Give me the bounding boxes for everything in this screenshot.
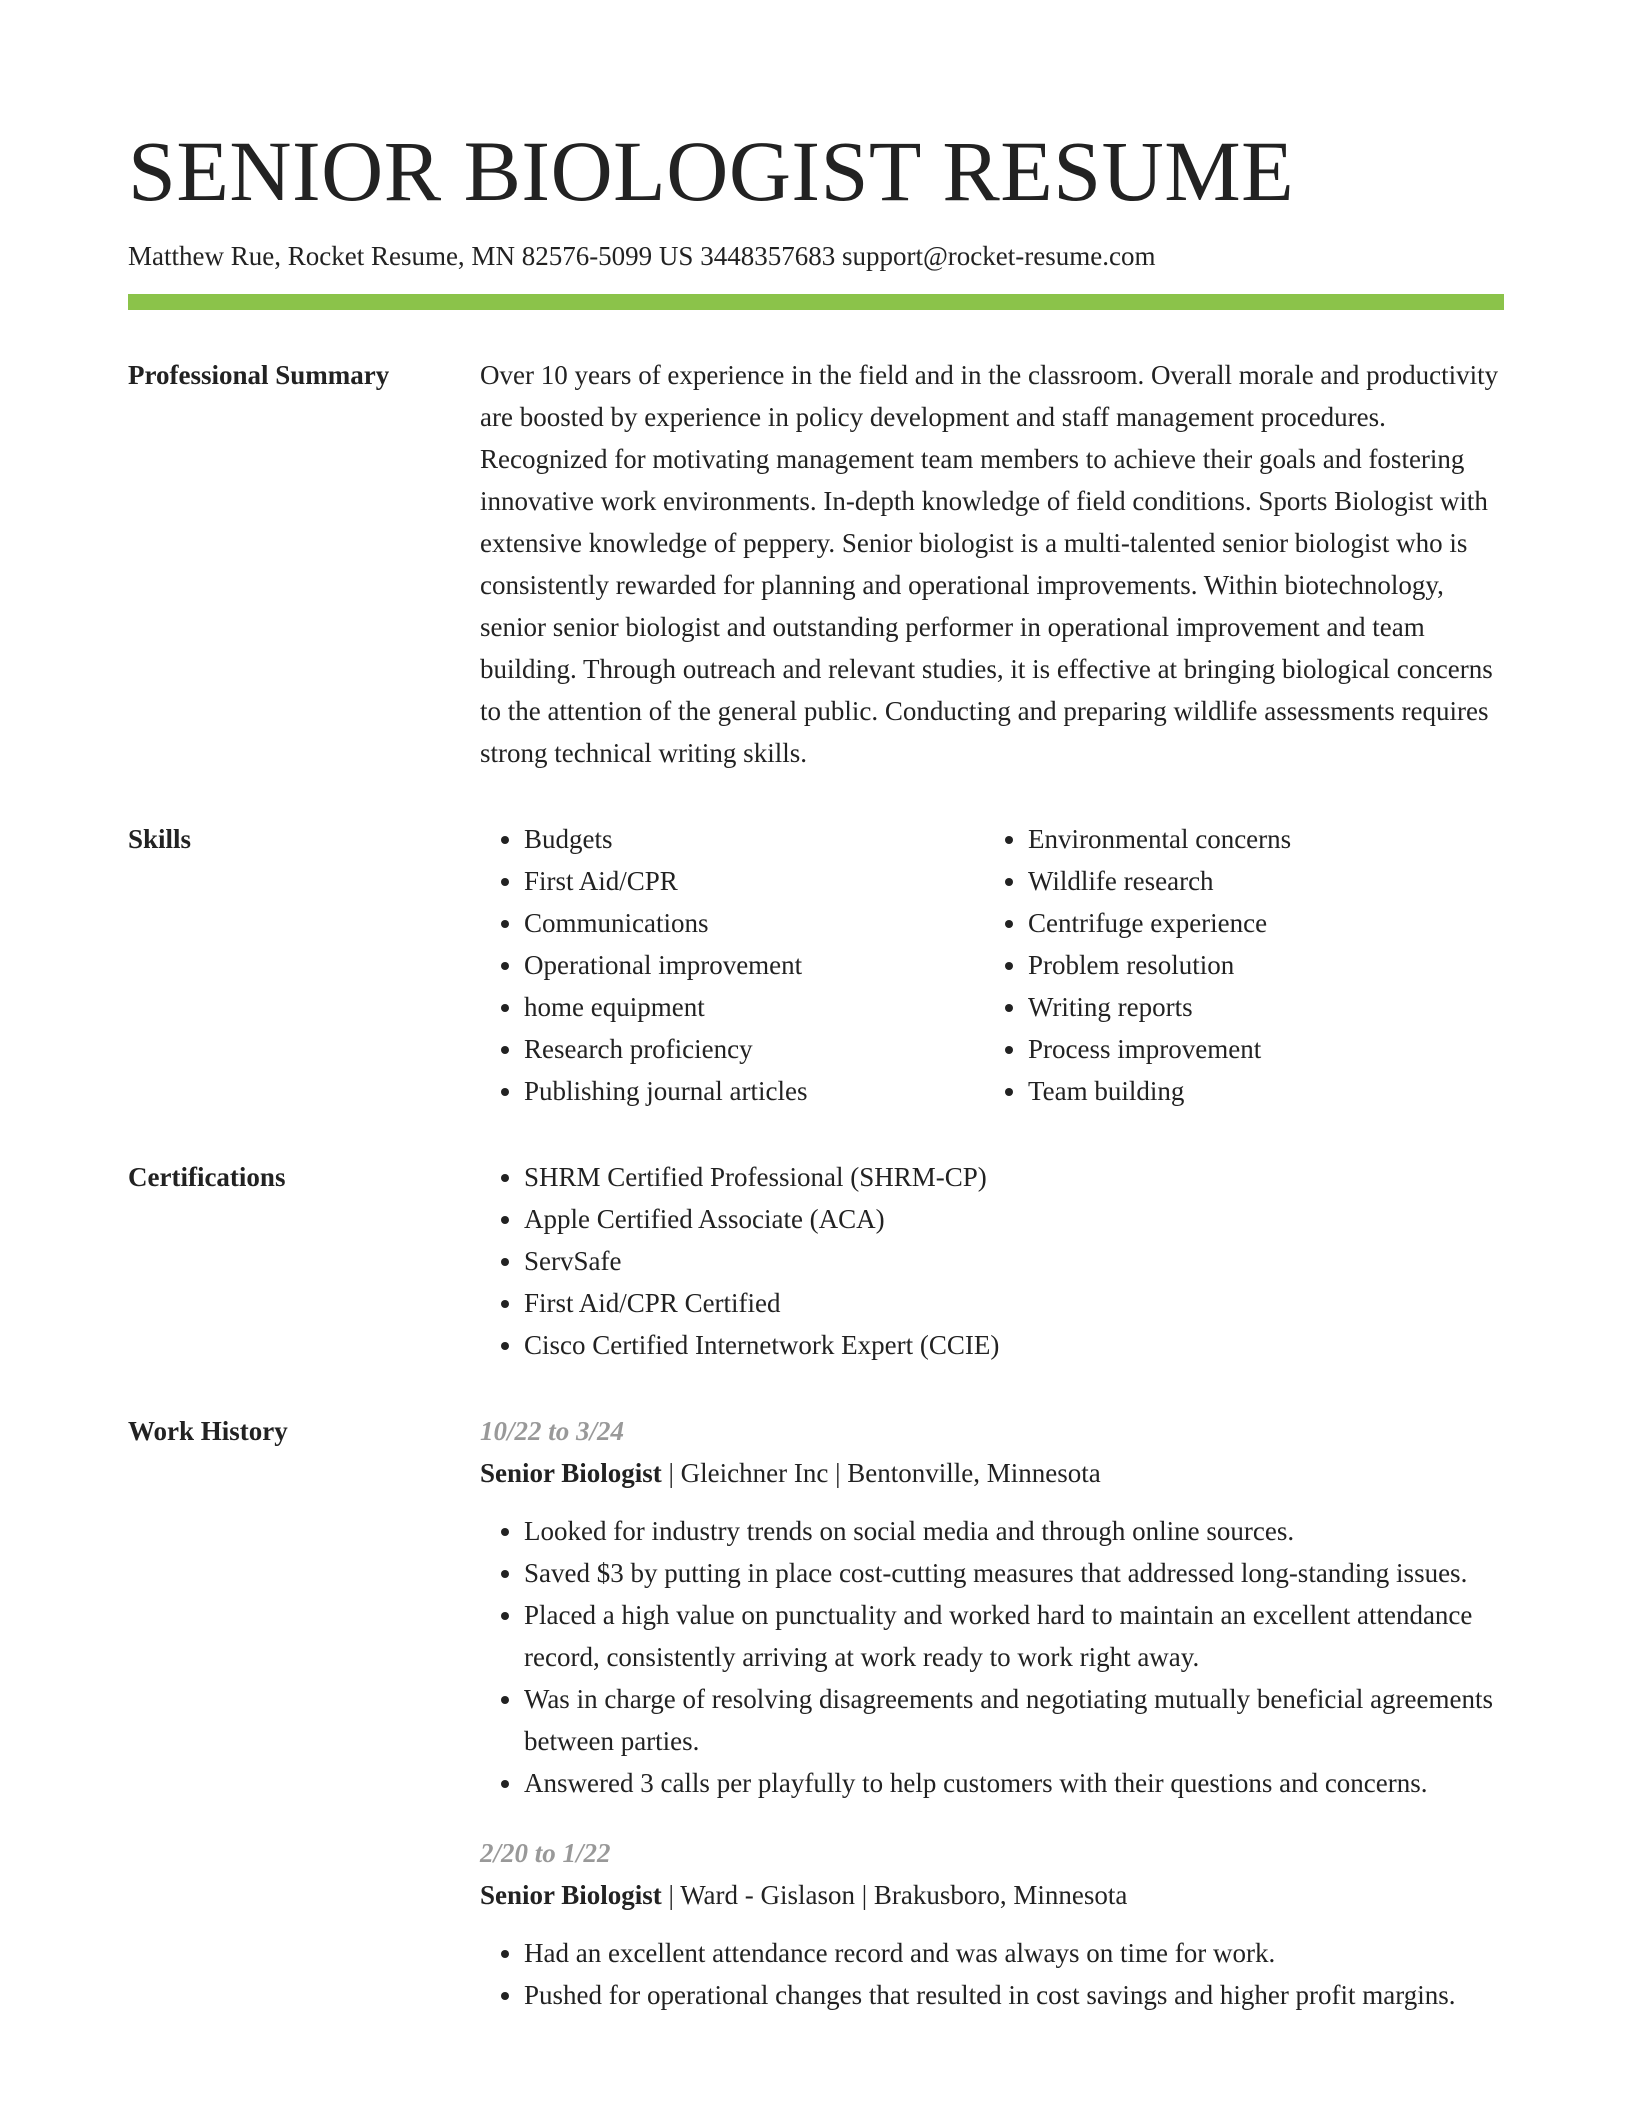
job-entry	[480, 1410, 1504, 1804]
job-employer-location: | Gleichner Inc | Bentonville, Minnesota	[661, 1458, 1101, 1488]
job-bullet: • Looked for industry trends on social media and through online sources.	[524, 1510, 1504, 1552]
certification-item: • Cisco Certified Internetwork Expert (CCIE)	[524, 1324, 1504, 1366]
summary-body	[480, 354, 1504, 774]
certifications-body	[480, 1156, 1504, 1366]
skill-item: • Operational improvement	[524, 944, 984, 986]
certifications-list	[480, 1156, 1504, 1366]
section-label-skills: Skills	[128, 824, 192, 854]
job-dates: 2/20 to 1/22	[480, 1838, 611, 1868]
certification-item: • SHRM Certified Professional (SHRM-CP)	[524, 1156, 1504, 1198]
section-label-summary: Professional Summary	[128, 360, 390, 390]
section-certifications	[128, 1162, 1504, 1366]
section-label-work-history: Work History	[128, 1416, 288, 1446]
section-work-history	[128, 1416, 1504, 2044]
job-bullet: • Was in charge of resolving disagreements and negotiating mutually beneficial agreements between parties.	[524, 1678, 1504, 1762]
job-bullet: • Had an excellent attendance record and was always on time for work.	[524, 1932, 1504, 1974]
skill-item: • Budgets	[524, 818, 984, 860]
skills-columns	[480, 818, 1504, 1112]
skills-list-right	[984, 818, 1488, 1112]
certification-item: • ServSafe	[524, 1240, 1504, 1282]
job-bullets	[480, 1932, 1504, 2016]
certification-item: • First Aid/CPR Certified	[524, 1282, 1504, 1324]
job-bullet: • Placed a high value on punctuality and worked hard to maintain an excellent attendance record, consistently arriving at work ready to work right away.	[524, 1594, 1504, 1678]
resume-title: SENIOR BIOLOGIST RESUME	[128, 123, 1295, 219]
skill-item: • Communications	[524, 902, 984, 944]
job-bullet: • Saved $3 by putting in place cost-cutting measures that addressed long-standing issues.	[524, 1552, 1504, 1594]
skills-list-left	[480, 818, 984, 1112]
accent-divider	[128, 294, 1504, 310]
job-bullet: • Pushed for operational changes that resulted in cost savings and higher profit margins.	[524, 1974, 1504, 2016]
section-skills	[128, 824, 1504, 1112]
skill-item: • Wildlife research	[1028, 860, 1488, 902]
skill-item: • Writing reports	[1028, 986, 1488, 1028]
contact-line: Matthew Rue, Rocket Resume, MN 82576-5099 US 3448357683 support@rocket-resume.com	[128, 241, 1156, 271]
skill-item: • Process improvement	[1028, 1028, 1488, 1070]
skill-item: • Team building	[1028, 1070, 1488, 1112]
section-label-certifications: Certifications	[128, 1162, 286, 1192]
job-title: Senior Biologist	[480, 1458, 662, 1488]
job-employer-location: | Ward - Gislason | Brakusboro, Minnesota	[661, 1880, 1128, 1910]
skill-item: • Centrifuge experience	[1028, 902, 1488, 944]
skill-item: • Research proficiency	[524, 1028, 984, 1070]
job-title: Senior Biologist	[480, 1880, 662, 1910]
skills-column-right	[984, 818, 1488, 1112]
skills-column-left	[480, 818, 984, 1112]
skill-item: • First Aid/CPR	[524, 860, 984, 902]
skill-item: • home equipment	[524, 986, 984, 1028]
skill-item: • Problem resolution	[1028, 944, 1488, 986]
job-heading	[480, 1452, 1504, 1494]
certification-item: • Apple Certified Associate (ACA)	[524, 1198, 1504, 1240]
skill-item: • Publishing journal articles	[524, 1070, 984, 1112]
work-history-body	[480, 1410, 1504, 2044]
section-professional-summary	[128, 360, 1504, 774]
job-entry	[480, 1832, 1504, 2016]
job-bullets	[480, 1510, 1504, 1804]
skill-item: • Environmental concerns	[1028, 818, 1488, 860]
job-heading	[480, 1874, 1504, 1916]
job-bullet: • Answered 3 calls per playfully to help customers with their questions and concerns.	[524, 1762, 1504, 1804]
skills-body	[480, 818, 1504, 1112]
job-dates: 10/22 to 3/24	[480, 1416, 625, 1446]
summary-text: Over 10 years of experience in the field and in the classroom. Overall morale and productivity are boosted by experience in policy development and staff management procedures. Recognized for motivating management team members to achieve their goals and fostering innovative work environments. In-depth knowledge of field conditions. Sports Biologist with extensive knowledge of peppery. Senior biologist is a multi-talented senior biologist who is consistently rewarded for planning and operational improvements. Within biotechnology, senior senior biologist and outstanding performer in operational improvement and team building. Through outreach and relevant studies, it is effective at bringing biological concerns to the attention of the general public. Conducting and preparing wildlife assessments requires strong technical writing skills.	[480, 360, 1499, 768]
